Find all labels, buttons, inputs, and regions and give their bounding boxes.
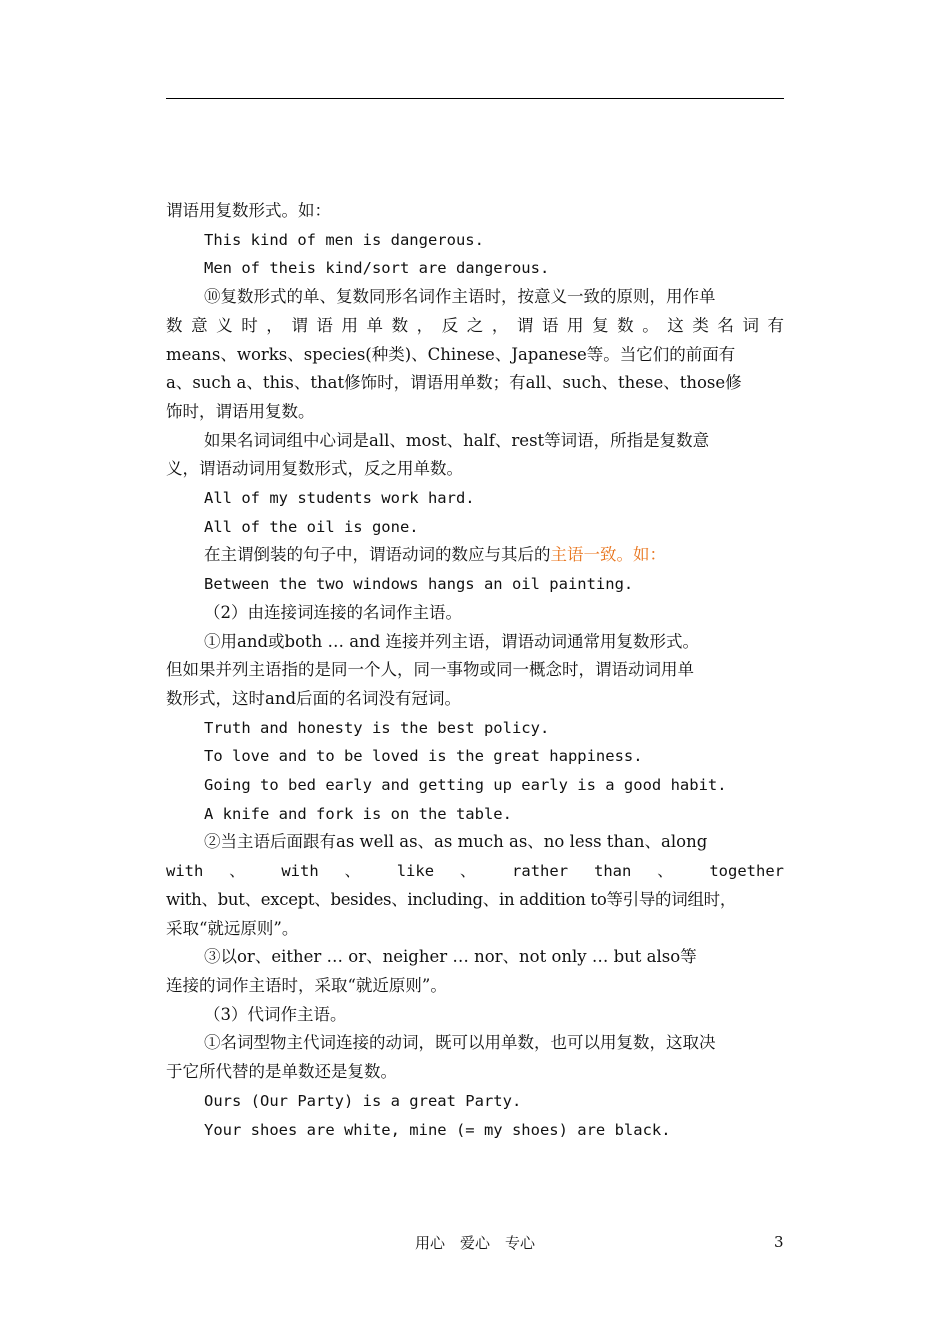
text-line: 数形式，这时and后面的名词没有冠词。 — [166, 688, 462, 708]
text-line: 但如果并列主语指的是同一个人，同一事物或同一概念时，谓语动词用单 — [166, 660, 694, 680]
rule-paragraph — [166, 541, 784, 570]
text-line: with 、 with 、 like 、 rather than 、 together — [166, 862, 784, 881]
text-line: 谓语用复数形式。如： — [166, 201, 331, 220]
text-line: with、but、except、besides、including、in addition to等引导的词组时， — [166, 889, 737, 909]
header-rule — [166, 98, 784, 99]
rule-paragraph: ①用and或both … and 连接并列主语，谓语动词通常用复数形式。 — [204, 631, 700, 651]
text-line: 数意义时，谓语用单数，反之，谓语用复数。这类名词有 — [166, 315, 784, 335]
page-number: 3 — [774, 1233, 784, 1251]
text-line: 于它所代替的是单数还是复数。 — [166, 1062, 397, 1082]
section-heading: （3）代词作主语。 — [204, 1004, 347, 1024]
footer-motto: 用心 爱心 专心 — [414, 1234, 535, 1252]
text-line: 饰时，谓语用复数。 — [166, 401, 315, 421]
highlighted-text: 主语一致。如： — [550, 545, 666, 565]
example-sentence: A knife and fork is on the table. — [204, 804, 512, 823]
rule-paragraph: ⑩复数形式的单、复数同形名词作主语时，按意义一致的原则，用作单 — [204, 287, 716, 307]
text-line: a、such a、this、that修饰时，谓语用单数；有all、such、these、those修 — [166, 373, 742, 393]
text-segment: 在主谓倒装的句子中，谓语动词的数应与其后的 — [204, 545, 551, 565]
example-sentence: Men of theis kind/sort are dangerous. — [204, 259, 550, 278]
rule-paragraph: 如果名词词组中心词是all、most、half、rest等词语，所指是复数意 — [204, 430, 710, 450]
text-line: means、works、species(种类)、Chinese、Japanese等。当它们的前面有 — [166, 344, 736, 364]
rule-paragraph: ②当主语后面跟有as well as、as much as、no less than、along — [204, 832, 708, 852]
text-line: 连接的词作主语时，采取“就近原则”。 — [166, 975, 447, 995]
example-sentence: Ours (Our Party) is a great Party. — [204, 1091, 522, 1110]
body-text — [166, 197, 784, 1144]
example-sentence: All of the oil is gone. — [204, 517, 419, 536]
rule-paragraph: ①名词型物主代词连接的动词，既可以用单数，也可以用复数，这取决 — [204, 1033, 716, 1053]
example-sentence: Truth and honesty is the best policy. — [204, 718, 550, 737]
section-heading: （2）由连接词连接的名词作主语。 — [204, 602, 462, 622]
example-sentence: All of my students work hard. — [204, 489, 475, 508]
text-line: 采取“就远原则”。 — [166, 918, 299, 938]
text-line: 义，谓语动词用复数形式，反之用单数。 — [166, 459, 463, 479]
example-sentence: Between the two windows hangs an oil painting. — [204, 575, 634, 594]
example-sentence: Going to bed early and getting up early is a good habit. — [204, 776, 727, 795]
example-sentence: This kind of men is dangerous. — [204, 230, 484, 249]
example-sentence: Your shoes are white, mine (= my shoes) are black. — [204, 1120, 671, 1139]
example-sentence: To love and to be loved is the great happiness. — [204, 747, 643, 766]
rule-paragraph: ③以or、either … or、neigher … nor、not only … but also等 — [204, 947, 697, 967]
